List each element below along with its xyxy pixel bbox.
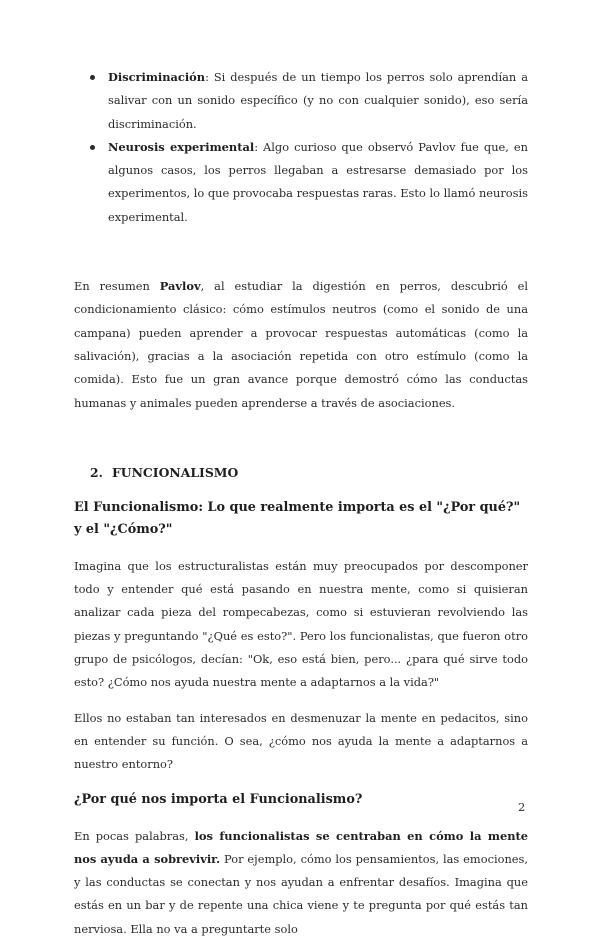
section-title: FUNCIONALISMO — [112, 464, 239, 480]
bullet-icon — [90, 75, 95, 80]
bullet-icon — [90, 145, 95, 150]
paragraph: En pocas palabras, los funcionalistas se centraban en cómo la mente nos ayuda a sobrevivir. Por ejemplo, cómo los pensamientos, las emociones, y las conductas se conectan y nos ayudan a enfrentar desafíos. Imagina que estás en un bar y de repente una chica viene y te pregunta por qué estás tan nerviosa. Ella no va a preguntarte solo — [74, 828, 528, 936]
bullet-term: Discriminación — [108, 70, 206, 84]
summary-bold: Pavlov — [159, 279, 201, 294]
paragraph: Imagina que los estructuralistas están muy preocupados por descomponer todo y entender qué está pasando en nuestra mente, como si quisieran analizar cada pieza del rompecabezas, como si estuvieran revolviendo las piezas y preguntando "¿Qué es esto?". Pero los funcionalistas, que fueron otro grupo de psicólogos, decían: "Ok, eso está bien, pero... ¿para qué sirve todo esto? ¿Cómo nos ayuda nuestra mente a adaptarnos a la vida?" — [74, 558, 528, 690]
bullet-text: : Si después de un tiempo los perros solo aprendían a salivar con un sonido específico (y no con cualquier sonido), eso sería discriminación. — [108, 70, 528, 131]
bullet-term: Neurosis experimental — [108, 139, 255, 154]
subheading-importancia: ¿Por qué nos importa el Funcionalismo? — [74, 791, 363, 807]
paragraph: Ellos no estaban tan interesados en desmenuzar la mente en pedacitos, sino en entender su función. O sea, ¿cómo nos ayuda la mente a adaptarnos a nuestro entorno? — [74, 710, 528, 772]
list-item — [74, 136, 528, 229]
bullet-text: : Algo curioso que observó Pavlov fue que, en algunos casos, los perros llegaban a estresarse demasiado por los experimentos, lo que provocaba respuestas raras. Esto lo llamó neurosis experimental. — [108, 139, 529, 224]
section-heading — [74, 463, 528, 483]
section-number: 2. — [90, 464, 103, 480]
page-number: 2 — [518, 800, 526, 814]
subheading-funcionalismo: El Funcionalismo: Lo que realmente importa es el "¿Por qué?" y el "¿Cómo?" — [74, 499, 521, 537]
bullet-list — [74, 66, 528, 229]
page-content — [74, 66, 528, 941]
summary-paragraph: En resumen Pavlov, al estudiar la digestión en perros, descubrió el condicionamiento clásico: cómo estímulos neutros (como el sonido de una campana) pueden aprender a provocar respuestas automáticas (como la salivación), gracias a la asociación repetida con otro estímulo (como la comida). Esto fue un gran avance porque demostró cómo las conductas humanas y animales pueden aprenderse a través de asociaciones. — [74, 279, 529, 410]
list-item — [74, 66, 528, 136]
paragraph-bold: los funcionalistas se centraban en cómo la mente nos ayuda a sobrevivir. — [74, 828, 528, 866]
